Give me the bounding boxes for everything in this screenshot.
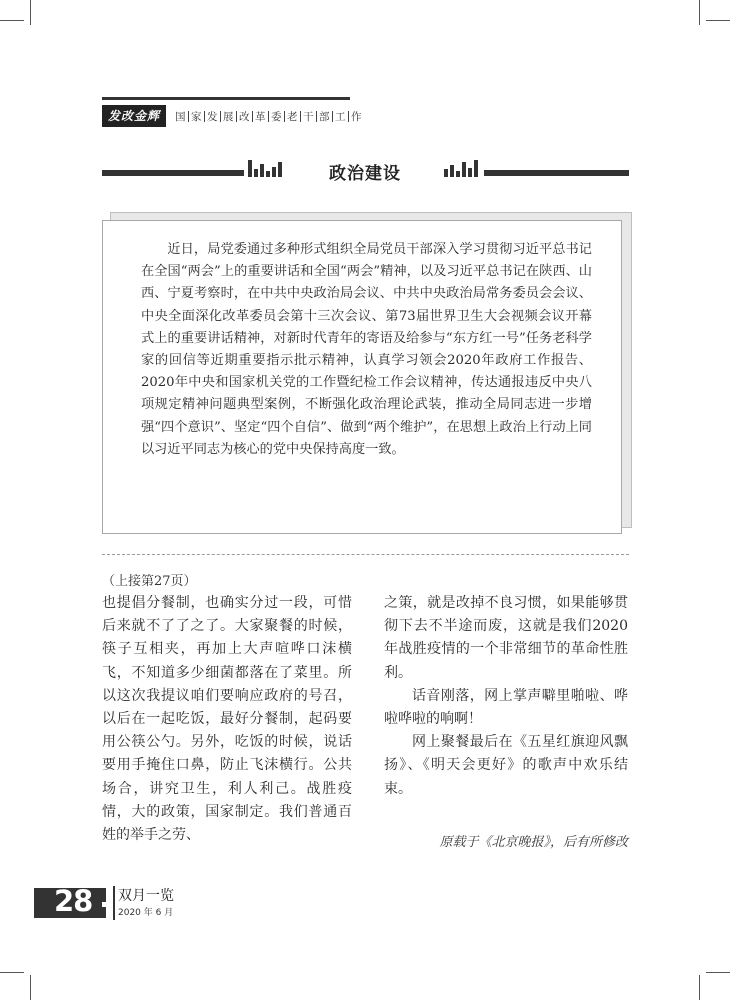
crop-mark	[30, 975, 31, 1000]
section-title: 政治建设	[329, 164, 401, 184]
bar-ornament-left	[248, 160, 284, 177]
subtitle-char: 发	[207, 110, 218, 123]
footer-divider	[113, 886, 115, 920]
subtitle-char: 展	[223, 110, 234, 123]
source-note: 原载于《北京晚报》，后有所修改	[439, 835, 628, 850]
column-logo: 发改金辉	[102, 105, 166, 127]
column-subtitle	[173, 107, 364, 125]
subtitle-char: 国	[175, 110, 186, 123]
magazine-title: 双月一览	[118, 888, 174, 904]
left-column	[102, 592, 352, 847]
crop-mark	[706, 972, 730, 973]
crop-mark	[30, 0, 31, 25]
issue-date: 2020 年 6 月	[118, 908, 174, 918]
subtitle-char: 革	[255, 110, 266, 123]
paragraph: 之策，就是改掉不良习惯，如果能够贯彻下去不半途而废，这就是我们2020年战胜疫情的一个非常细节的革命性胜利。	[384, 595, 628, 681]
continued-note: （上接第27页）	[102, 574, 197, 589]
crop-mark	[706, 20, 730, 21]
subtitle-char: 部	[319, 110, 330, 123]
paragraph: 话音刚落，网上掌声噼里啪啦、哗啦哗啦的响啊！	[384, 687, 628, 728]
page-number: 28	[54, 884, 93, 918]
subtitle-char: 家	[191, 110, 202, 123]
dotted-divider	[102, 554, 629, 555]
crop-mark	[0, 20, 24, 21]
crop-mark	[699, 975, 700, 1000]
subtitle-char: 工	[335, 110, 346, 123]
paragraph: 网上聚餐最后在《五星红旗迎风飘扬》、《明天会更好》的歌声中欢乐结束。	[384, 734, 628, 797]
subtitle-char: 改	[239, 110, 250, 123]
section-rule-right	[484, 170, 629, 176]
subtitle-char: 老	[287, 110, 298, 123]
subtitle-char: 作	[351, 110, 362, 123]
summary-text: 近日，局党委通过多种形式组织全局党员干部深入学习贯彻习近平总书记在全国“两会”上的重要讲话和全国“两会”精神，以及习近平总书记在陕西、山西、宁夏考察时，在中共中央政治局会议、中共中央政治局常务委员会会议、中央全面深化改革委员会第十三次会议、第73届世界卫生大会视频会议开幕式上的重要讲话精神，对新时代青年的寄语及给参与“东方红一号”任务老科学家的回信等近期重要指示批示精神，认真学习领会2020年政府工作报告、2020年中央和国家机关党的工作暨纪检工作会议精神，传达通报违反中央八项规定精神问题典型案例，不断强化政治理论武装，推动全局同志进一步增强“四个意识”、坚定“四个自信”、做到“两个维护”，在思想上政治上行动上同以习近平同志为核心的党中央保持高度一致。	[141, 242, 592, 457]
left-column-text: 也提倡分餐制，也确实分过一段，可惜后来就不了了之了。大家聚餐的时候，筷子互相夹，再加上大声喧哗口沫横飞，不知道多少细菌都落在了菜里。所以这次我提议咱们要响应政府的号召，以后在一起吃饭，最好分餐制，起码要用公筷公勺。另外，吃饭的时候，说话要用手掩住口鼻，防止飞沫横行。公共场合，讲究卫生，利人利己。战胜疫情，大的政策，国家制定。我们普通百姓的举手之劳、	[102, 595, 352, 844]
section-rule-left	[102, 170, 244, 176]
crop-mark	[0, 972, 24, 973]
subtitle-char: 干	[303, 110, 314, 123]
page-number-dot	[102, 902, 107, 907]
crop-mark	[699, 0, 700, 25]
right-column	[384, 592, 628, 801]
bar-ornament-right	[444, 160, 480, 177]
subtitle-char: 委	[271, 110, 282, 123]
header-rule	[102, 97, 350, 100]
